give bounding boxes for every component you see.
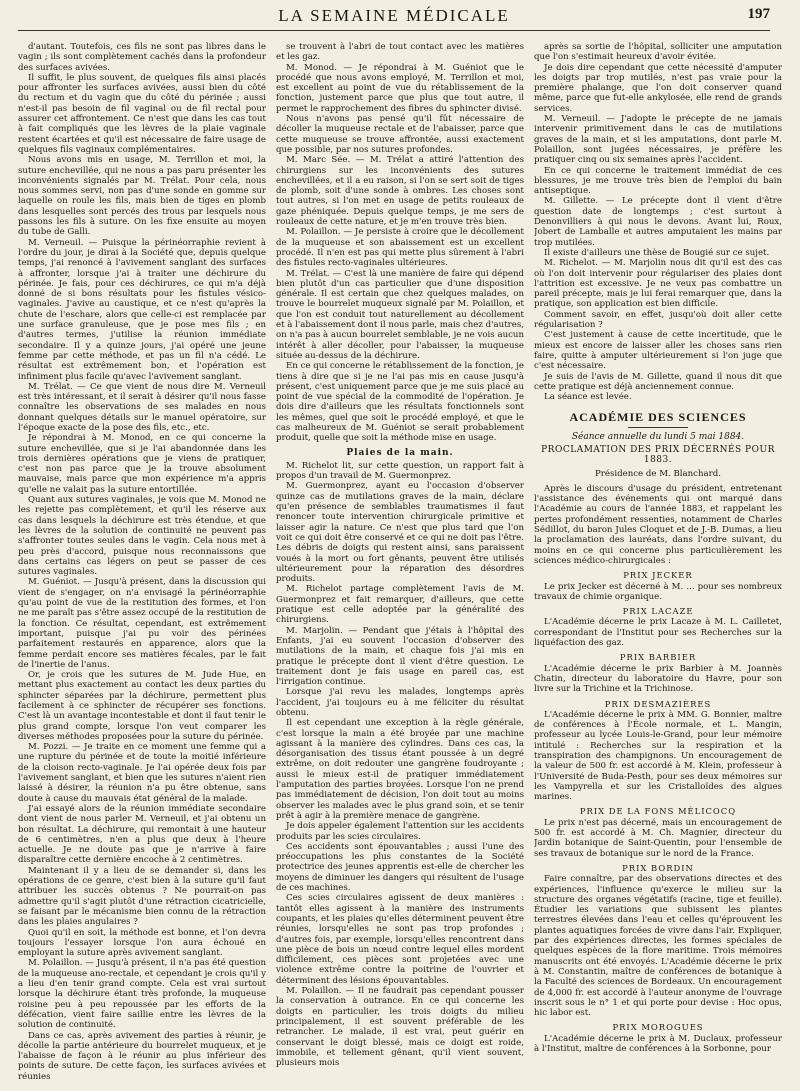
paragraph: En ce qui concerne le traitement immédiat de ces blessures, je me trouve très bien de l'emploi du bain antiseptique. bbox=[534, 165, 782, 197]
paragraph: C'est justement à cause de cette incertitude, que le mieux est encore de laisser aller les choses sans rien faire, quitte à amputer ultérieurement si l'on juge que c'est nécessaire. bbox=[534, 330, 782, 372]
paragraph: après sa sortie de l'hôpital, solliciter une amputation que l'on s'estimait heureux d'avoir évitée. bbox=[534, 42, 782, 63]
paragraph: Je suis de l'avis de M. Gillette, quand il nous dit que cette pratique est déjà anciennement connue. bbox=[534, 371, 782, 392]
prize-list bbox=[534, 570, 782, 1054]
paragraph: M. Richelot partage complètement l'avis de M. Guermonprez et fait remarquer, d'ailleurs, que cette pratique est celle adoptée par la généralité des chirurgiens. bbox=[276, 584, 524, 626]
prize-heading: PRIX LACAZE bbox=[622, 606, 694, 617]
paragraph: Il existe d'ailleurs une thèse de Bougié sur ce sujet. bbox=[544, 247, 770, 258]
paragraph: Ces accidents sont épouvantables ; aussi l'une des préoccupations les plus constantes de la Société protectrice des jeunes apprentis est-elle de chercher les moyens de diminuer les dangers qui résultent de l'usage de ces machines. bbox=[276, 841, 524, 894]
paragraph: Comment savoir, en effet, jusqu'où doit aller cette régularisation ? bbox=[534, 309, 782, 331]
paragraph: Maintenant il y a lieu de se demander si, dans les opérations de ce genre, c'est bien à la suture qu'il faut attribuer les succès obtenus ? Ne pourrait-on pas admettre qu'il s'agit plutôt d'une rétraction cicatricielle, se faisant par le mécanisme bien connu de la rétraction dans les plaies angulaires ? bbox=[18, 865, 266, 928]
paragraph: Dans ce cas, après avivement des parties à réunir, je décolle la partie antérieure du bourrelet muqueux, et je l'abaisse de façon à le réunir au plus inférieur des points de suture. De cette façon, les surfaces avivées et réunies bbox=[18, 1030, 266, 1082]
paragraph: M. Richelot. — M. Marjolin nous dit qu'il est des cas où l'on doit intervenir pour régulariser des plaies dont l'attrition est excessive. Je ne veux pas combattre un pareil précepte, mais je lui ferai remarquer que, dans la pratique, son application est bien difficile. bbox=[534, 258, 782, 310]
prize-text: Le prix n'est pas décerné, mais un encouragement de 500 fr. est accordé à M. Ch. Magnier, directeur du Jardin botanique de Saint-Quentin, pour l'ensemble de ses travaux de botanique sur le nord de la France. bbox=[534, 817, 782, 859]
paragraph: M. Polaillon. — Il ne faudrait pas cependant pousser la conservation à outrance. En ce qui concerne les doigts en particulier, les trois doigts du milieu principalement, il est souvent préférable de les retrancher. Le malade, il est vrai, peut guérir en conservant le doigt blessé, mais ce doigt est roide, immobile, et tellement gênant, qu'il vient souvent, plusieurs mois bbox=[276, 986, 524, 1069]
prize-heading: PRIX DESMAZIÈRES bbox=[604, 698, 712, 709]
prize-text: Le prix Jecker est décerné à M. ... pour ses nombreux travaux de chimie organique. bbox=[534, 581, 782, 602]
paragraph: M. Gillette. — Le précepte dont il vient d'être question date de longtemps ; c'est surtout à Denonvilliers à qui nous le devons. Avant lui, Roux, Jobert de Lamballe et autres amputaient les mains par trop mutilées. bbox=[534, 196, 782, 248]
paragraph: M. Marjolin. — Pendant que j'étais à l'hôpital des Enfants, j'ai eu souvent l'occasion d'observer des mutilations de la main, et chaque fois j'ai mis en pratique le précepte dont il vient d'être question. Le traitement dont je fais usage en pareil cas, est l'irrigation continue. bbox=[276, 625, 524, 688]
academy-proclamation: PROCLAMATION DES PRIX DÉCERNÉS POUR 1883. bbox=[541, 444, 775, 466]
paragraph: M. Polaillon. — Jusqu'à présent, il n'a pas été question de la muqueuse ano-rectale, et cependant je crois qu'il y a lieu d'en tenir grand compte. Cela est vrai surtout lorsque la déchirure étant très profonde, la muqueuse roisine peu à peu repoussée par les efforts de la défécation, vient faire saillie entre les lèvres de la solution de continuité. bbox=[18, 958, 266, 1031]
paragraph: Il est cependant une exception à la règle générale, c'est lorsque la main a été broyée par une machine agissant à la manière des cylindres. Dans ces cas, la désorganisation des tissus étant poussée à un degré extrême, on doit redouter une gangrène foudroyante ; aussi le mieux est-il de pratiquer immédiatement l'amputation des parties broyées. Lorsque l'on ne prend pas immédiatement de décision, l'on doit tout au moins observer les malades avec le plus grand soin, et se tenir prêt à agir à la première menace de gangrène. bbox=[276, 718, 524, 821]
paragraph: Ces scies circulaires agissent de deux manières : tantôt elles agissent à la manière des instruments coupants, et les plaies qu'elles déterminent peuvent être réunies, lorsqu'elles ne sont pas trop profondes ; d'autres fois, par exemple, lorsqu'elles rencontrent dans une pièce de bois un nœud contre lequel elles mordent difficilement, ces pièces sont projetées avec une violence extrême contre la poitrine de l'ouvrier et déterminent des lésions épouvantables. bbox=[276, 893, 524, 986]
academy-intro: Après le discours d'usage du président, entretenant l'assistance des événements qui ont marqué dans l'Académie au cours de l'année 1883, et rappelant les pertes profondément ressenties, notamment de Charles Sédillot, du baron Jules Cloquet et de J.-B. Dumas, a lieu la proclamation des lauréats, dans l'ordre suivant, du moins en ce qui concerne plus particulièrement les sciences médico-chirurgicales : bbox=[534, 483, 782, 566]
column-2 bbox=[276, 42, 524, 1082]
prize-heading: PRIX JECKER bbox=[623, 570, 693, 581]
section-heading: Plaies de la main. bbox=[346, 447, 454, 458]
header-rule bbox=[18, 30, 770, 31]
paragraph: d'autant. Toutefois, ces fils ne sont pas libres dans le vagin ; ils sont complètement cachés dans la profondeur des surfaces avivées. bbox=[18, 42, 266, 73]
column-3-intro bbox=[534, 42, 782, 402]
paragraph: Lorsque j'ai revu les malades, longtemps après l'accident, j'ai toujours eu à me féliciter du résultat obtenu. bbox=[276, 687, 524, 718]
academy-heading: ACADÉMIE DES SCIENCES bbox=[534, 412, 782, 427]
page-header bbox=[18, 6, 770, 28]
paragraph: se trouvent à l'abri de tout contact avec les matières et les gaz. bbox=[276, 42, 524, 63]
prize-text: Faire connaître, par des observations directes et des expériences, l'influence qu'exerce le milieu sur la structure des organes végétatifs (racine, tige et feuille). Étudier les variations que subissent les plantes terrestres élevées dans l'eau et celles qu'éprouvent les plantes aquatiques forcées de vivre dans l'air. Expliquer, par des expériences directes, les formes spéciales de quelques espèces de la flore maritime. Trois mémoires manuscrits ont été envoyés. L'Académie décerne le prix à M. Constantin, maître de conférences de botanique à la Faculté des sciences de Bordeaux. Un encouragement de 4,000 fr. est accordé à l'auteur anonyme de l'ouvrage inscrit sous le n° 1 et qui porte pour devise : Hoc opus, hic labor est. bbox=[534, 874, 782, 1019]
paragraph: M. Polaillon. — Je persiste à croire que le décollement de la muqueuse et son abaissement est un excellent procédé. Il n'en est pas qui mette plus sûrement à l'abri des fistules recto-vaginales ultérieures. bbox=[276, 227, 524, 269]
paragraph: La séance est levée. bbox=[544, 392, 632, 403]
paragraph: M. Guéniot. — Jusqu'à présent, dans la discussion qui vient de s'engager, on n'a envisagé la périnéorraphie qu'au point de vue de la restitution des formes, et l'on ne me paraît pas s'être assez occupé de la restitution de la fonction. Ce résultat, cependant, est extrêmement important, puisque j'ai pu voir des périnées parfaitement restaurés en apparence, alors que la femme perdait encore ses matières fécales, par le fait de l'inertie de l'anus. bbox=[18, 577, 266, 670]
paragraph: M. Guermonprez, ayant eu l'occasion d'observer quinze cas de mutilations graves de la main, déclare qu'en présence de semblables traumatismes il faut renoncer toute intervention chirurgicale primitive et laisser agir la nature. Ce n'est que plus tard que l'on voit ce qui doit être conservé et ce qui ne doit pas l'être. Les débris de doigts qui restent ainsi, sans paraissent voués à la mort ou fort gênants, peuvent être utilisés ultérieurement pour la réparation des désordres produits. bbox=[276, 481, 524, 585]
text-columns bbox=[18, 42, 782, 1082]
prize-heading: PRIX BORDIN bbox=[622, 862, 694, 873]
column-1 bbox=[18, 42, 266, 1082]
paragraph: Nous n'avons pas pensé qu'il fût nécessaire de décoller la muqueuse rectale et de l'abaisser, parce que cette muqueuse se trouve affrontée, aussi exactement que possible, par nos sutures profondes. bbox=[276, 114, 524, 155]
paragraph: Je dois dire cependant que cette nécessité d'amputer les doigts par trop mutilés, n'est pas vraie pour la première phalange, que l'on doit conserver quand même, parce que fut-elle ankylosée, elle rend de grands services. bbox=[534, 62, 782, 114]
paragraph: M. Monod. — Je répondrai à M. Guéniot que le procédé que nous avons employé, M. Terrillon et moi, est excellent au point de vue du rétablissement de la fonction, justement parce que plus que tout autre, il permet le rapprochement des fibres du sphincter divisé. bbox=[276, 62, 524, 114]
column-3 bbox=[534, 42, 782, 1082]
paragraph: M. Pozzi. — Je traite en ce moment une femme qui a une rupture du périnée et de toute la moitié inférieure de la cloison recto-vaginale. Je l'ai opérée deux fois par l'avivement sanglant, et bien que les sutures n'aient rien laissé à désirer, la réunion n'a pu être obtenue, sans doute à cause du mauvais état général de la malade. bbox=[18, 742, 266, 804]
paragraph: Il suffit, le plus souvent, de quelques fils ainsi placés pour affronter les surfaces avivées, aussi bien du côté du rectum et du vagin que du côté du périnée ; aussi n'est-il pas besoin de fil vaginal ou de fil rectal pour assurer cet affrontement. Ce n'est que dans les cas tout à fait compliqués que les lèvres de la plaie vaginale restent écartées et qu'il est nécessaire de faire usage de quelques fils vaginaux complémentaires. bbox=[18, 72, 266, 155]
paragraph: M. Verneuil. — Puisque la périnéorraphie revient à l'ordre du jour, je dirai à la Société que, depuis quelque temps, j'ai renoncé à l'avivement sanglant des surfaces à affronter, lorsque j'ai à traiter une déchirure du périnée. Je fais, pour ces déchirures, ce qui m'a déjà donné de si bons résultats pour les fistules vésico-vaginales. J'avive au caustique, et ce n'est qu'après la chute de l'eschare, alors que celle-ci est remplacée par une surface granuleuse, que je pose mes fils ; en d'autres termes, j'utilise la réunion immédiate secondaire. Il y a quinze jours, j'ai opéré une jeune femme par cette méthode, et pas un fil n'a cédé. Le résultat est extrêmement bon, et l'opération est infiniment plus facile qu'avec l'avivement sanglant. bbox=[18, 237, 266, 382]
paragraph: J'ai essayé alors de la réunion immédiate secondaire dont vient de nous parler M. Verneuil, et j'ai obtenu un bon résultat. La déchirure, qui remontait à une hauteur de 6 centimètres, n'en a plus que deux à l'heure actuelle. Je ne doute pas que je n'arrive à faire disparaître cette dernière encoche à 2 centimètres. bbox=[18, 803, 266, 866]
paragraph: M. Marc Sée. — M. Trélat a attiré l'attention des chirurgiens sur les inconvénients des sutures enchevillées, et il a eu raison, si l'on se sert soit de tiges de plomb, soit d'une sonde à ombres. Les choses sont tout autres, si l'on met en usage de petits rouleaux de gaze phéniquée. Depuis quelque temps, je me sers de rouleaux de cette nature, et je m'en trouve très bien. bbox=[276, 155, 524, 228]
prize-text: L'Académie décerne le prix Lacaze à M. L. Cailletet, correspondant de l'Institut pour ses Recherches sur la liquéfaction des gaz. bbox=[534, 617, 782, 649]
paragraph: M. Richelot lit, sur cette question, un rapport fait à propos d'un travail de M. Guermonprez. bbox=[276, 460, 524, 482]
paragraph: M. Trélat. — C'est là une manière de faire qui dépend bien plutôt d'un cas particulier que d'une disposition générale. Il est certain que chez quelques malades, on trouve le bourrelet muqueux signalé par M. Polaillon, et que l'on est conduit tout naturellement au décollement et à l'abaissement dont il nous parle, mais chez d'autres, on n'a pas à aucun bourrelet semblable, je ne vois aucun intérêt à aller décoller, pour l'abaisser, la muqueuse située au-dessus de la déchirure. bbox=[276, 268, 524, 361]
prize-text: L'Académie décerne le prix à M. Duclaux, professeur à l'Institut, maître de conférences à la Sorbonne, pour bbox=[534, 1033, 782, 1055]
academy-session: Séance annuelle du lundi 5 mai 1884. bbox=[571, 431, 745, 442]
paragraph: Quant aux sutures vaginales, je vois que M. Monod ne les rejette pas complètement, et qu'il les réserve aux cas dans lesquels la déchirure est très étendue, et que les lèvres de la solution de continuité ne peuvent pas s'affronter toutes seules dans le vagin. Cela nous met à peu près d'accord, puisque nous reconnaissons que dans certains cas légers on peut se passer de ces sutures vaginales. bbox=[18, 495, 266, 578]
prize-heading: PRIX MOROGUES bbox=[612, 1022, 704, 1033]
prize-heading: PRIX DE LA FONS MÉLICOCQ bbox=[579, 806, 737, 817]
prize-heading: PRIX BARBIER bbox=[619, 652, 697, 663]
paragraph: Nous avons mis en usage, M. Terrillon et moi, la suture enchevillée, qui ne nous a pas paru présenter les inconvénients signalés par M. Trélat. Pour cela, nous nous sommes servi, non pas d'une sonde en gomme sur laquelle on roule les fils, mais bien de tiges en plomb dans lesquelles sont percés des trous par lesquels nous passons les fils à suture. On les fixe ensuite au moyen du tube de Galli. bbox=[18, 155, 266, 238]
prize-text: L'Académie décerne le prix à MM. G. Bonnier, maître de conférences à l'École normale, et L. Mangin, professeur au lycée Louis-le-Grand, pour leur mémoire intitulé : Recherches sur la respiration et la transpiration des champignons. Un encouragement de la valeur de 500 fr. est accordé à M. Klein, professeur à l'Université de Buda-Pesth, pour ses deux mémoires sur les Vampyrella et sur les Cristalloïdes des algues marines. bbox=[534, 709, 782, 803]
paragraph: Quoi qu'il en soit, la méthode est bonne, et l'on devra toujours l'essayer lorsque l'on aura échoué en employant la suture après avivement sanglant. bbox=[18, 927, 266, 959]
paragraph: En ce qui concerne le rétablissement de la fonction, je tiens à dire que si je ne l'ai pas mis en cause jusqu'à présent, c'est uniquement parce que je me suis placé au point de vue spécial de la commodité de l'opération. Je dois dire d'ailleurs que les résultats fonctionnels sont les mêmes, quel que soit le procédé employé, et que le cas malheureux de M. Guéniot se serait probablement produit, quelle que soit la méthode mise en usage. bbox=[276, 361, 524, 444]
paragraph: M. Trélat. — Ce que vient de nous dire M. Verneuil est très intéressant, et il serait à désirer qu'il nous fasse connaître les observations de ses malades en nous donnant quelques détails sur le manuel opératoire, sur l'époque exacte de la pose des fils, etc., etc. bbox=[18, 381, 266, 433]
academy-presidency: Présidence de M. Blanchard. bbox=[594, 468, 721, 479]
journal-title: LA SEMAINE MÉDICALE bbox=[278, 6, 510, 25]
prize-text: L'Académie décerne le prix Barbier à M. Joannès Chatin, directeur du laboratoire du Havre, pour son livre sur la Trichine et la Trichinose. bbox=[534, 663, 782, 695]
paragraph: Je dois appeler également l'attention sur les accidents produits par les scies circulaires. bbox=[276, 821, 524, 842]
paragraph: M. Verneuil. — J'adopte le précepte de ne jamais intervenir primitivement dans le cas de mutilations graves de la main, et si les amputations, dont parle M. Polaillon, sont jugées nécessaires, je préfère les pratiquer cinq ou six semaines après l'accident. bbox=[534, 114, 782, 166]
page-number: 197 bbox=[747, 6, 770, 22]
paragraph: Je répondrai à M. Monod, en ce qui concerne la suture enchevillée, que si je l'ai abandonnée dans les trois dernières opérations que je viens de pratiquer, c'est non pas parce que je la trouve absolument mauvaise, mais parce que mon expérience m'a appris qu'elle ne valait pas la suture entortillée. bbox=[18, 433, 266, 495]
paragraph: Or, je crois que les sutures de M. Jude Hue, en mettant plus exactement au contact les deux parties du sphincter séparées par la déchirure, permettent plus facilement à ce sphincter de récupérer ses fonctions. C'est là un avantage incontestable et dont il faut tenir le plus grand compte, lorsque l'on veut comparer les diverses méthodes proposées pour la suture du périnée. bbox=[18, 670, 266, 742]
